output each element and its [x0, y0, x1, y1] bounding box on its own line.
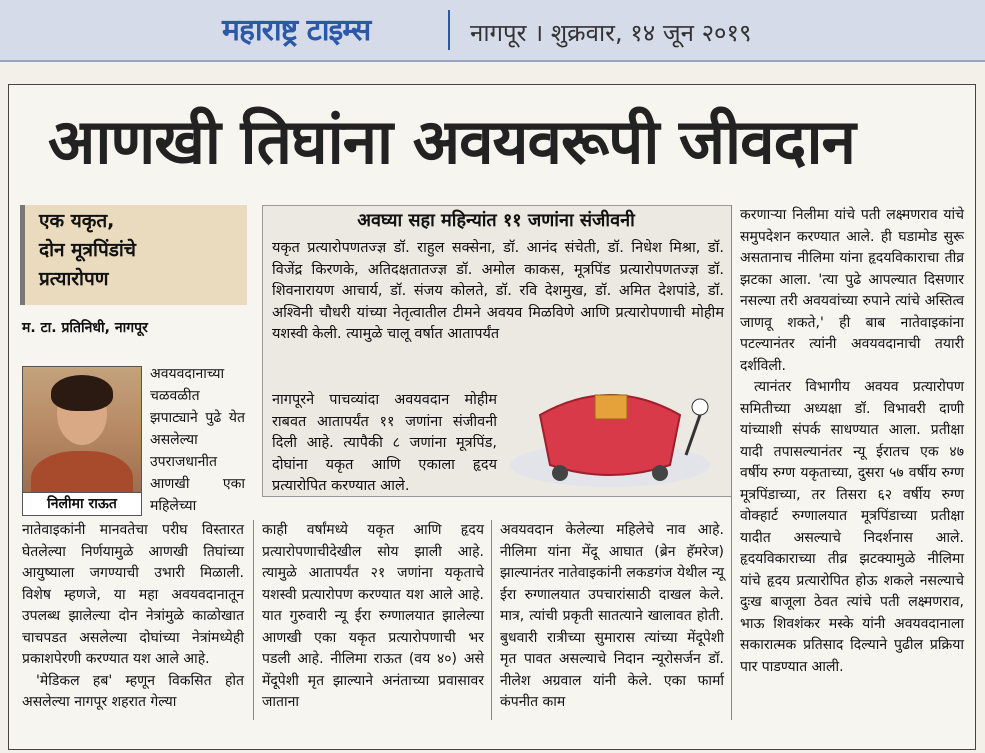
paragraph: 'मेडिकल हब' म्हणून विकसित होत असलेल्या नागपूर शहरात गेल्या	[22, 672, 244, 710]
paragraph: करणाऱ्या निलीमा यांचे पती लक्ष्मणराव यांचे समुपदेशन करण्यात आले. ही घडामोड सुरू असतानाच नीलिमा यांना हृदयविकाराचा तीव्र झटका आला. 'त्या पुढे आपल्यात दिसणार नसल्या तरी अवयवांच्या रुपाने त्यांचे अस्तित्व जाणवू शकते,' ही बाब नातेवाइकांना पटल्यानंतर त्यांनी अवयवदानाची तयारी दर्शविली.	[740, 207, 964, 374]
package-icon	[595, 395, 627, 419]
inset-paragraph: यकृत प्रत्यारोपणतज्ज्ञ डॉ. राहुल सक्सेना, डॉ. आनंद संचेती, डॉ. निधेश मिश्रा, डॉ. विजेंद्र किरणके, अतिदक्षतातज्ज्ञ डॉ. अमोल काकस, मूत्रपिंड प्रत्यारोपणतज्ज्ञ डॉ. शिवनारायण आचार्य, डॉ. संजय कोलते, डॉ. रवि देशमुख, डॉ. अमित देशपांडे, डॉ. अश्विनी चौधरी यांच्या नेतृत्वातील टीमने अवयव मिळविणे आणि प्रत्यारोपणाची मोहीम यशस्वी केली. त्यामुळे चालू वर्षात आतापर्यंत	[272, 240, 724, 342]
portrait-hair	[51, 375, 113, 411]
masthead-divider	[448, 10, 450, 50]
wheel-icon	[552, 465, 568, 481]
subhead-line: एक यकृत,	[39, 210, 115, 232]
column-2	[262, 520, 484, 714]
subhead-line: दोन मूत्रपिंडांचे	[39, 239, 136, 261]
headline: आणखी तिघांना अवयवरूपी जीवदान	[48, 105, 855, 178]
column-4	[740, 205, 964, 678]
edition-date: नागपूर । शुक्रवार, १४ जून २०१९	[470, 19, 752, 47]
column-rule	[491, 520, 492, 720]
inset-title: अवघ्या सहा महिन्यांत ११ जणांना संजीवनी	[357, 210, 635, 231]
intro-text	[150, 363, 245, 517]
inset-paragraph: नागपूरने पाचव्यांदा अवयवदान मोहीम राबवत आतापर्यंत ११ जणांना संजीवनी दिली आहे. त्यापैकी ८ जणांना मूत्रपिंड, दोघांना यकृत आणि एकाला हृदय प्रत्यारोपित करण्यात आले.	[272, 392, 497, 494]
paragraph: अवयवदान केलेल्या महिलेचे नाव आहे. नीलिमा यांना मेंदू आघात (ब्रेन हॅमरेज) झाल्यानंतर नातेवाइकांनी लकडगंज येथील न्यू ईरा रुग्णालयात उपचारांसाठी दाखल केले. मात्र, त्यांची प्रकृती सातत्याने खालावत होती. बुधवारी रात्रीच्या सुमारास त्यांच्या मेंदूपेशी मृत पावत असल्याचे निदान न्यूरोसर्जन डॉ. नीलेश अग्रवाल यांनी केले. एका फार्मा कंपनीत काम	[500, 522, 724, 710]
paragraph: त्यानंतर विभागीय अवयव प्रत्यारोपण समितीच्या अध्यक्षा डॉ. विभावरी दाणी यांच्याशी संपर्क साधण्यात आला. प्रतीक्षा यादी तपासल्यानंतर न्यू ईरातच एक ४७ वर्षीय रुग्ण यकृताच्या, दुसरा ५७ वर्षीय रुग्ण मूत्रपिंडाच्या, तर तिसरा ६२ वर्षीय रुग्ण वोक्हार्ट रुग्णालयात मूत्रपिंडाच्या प्रतीक्षा यादीत असल्याचे निदर्शनास आले. हृदयविकाराच्या तीव्र झटक्यामुळे नीलिमा यांचे हृदय प्रत्यारोपित होऊ शकले नसल्याचे दुःख बाजूला ठेवत त्यांचे पती लक्ष्मणराव, भाऊ शिवशंकर मस्के यांनी अवयवदानाला सकारात्मक प्रतिसाद दिल्याने पुढील प्रक्रिया पार पाडण्यात आली.	[740, 379, 964, 675]
photo-caption: निलीमा राऊत	[22, 492, 142, 516]
organ-cart-illustration	[500, 355, 720, 495]
column-3	[500, 520, 724, 714]
subhead-box	[20, 205, 247, 305]
figure-head-icon	[692, 399, 708, 415]
paragraph: नातेवाइकांनी मानवतेचा परीघ विस्तारत घेतलेल्या निर्णयामुळे आणखी तिघांच्या आयुष्याला जगण्याची उभारी मिळाली. विशेष म्हणजे, या महा अवयवदानातून उपलब्ध झालेल्या दोन नेत्रांमुळे काळोखात चाचपडत असलेल्या दोघांच्या नेत्रांमध्येही प्रकाशपेरणी करण्यात यश आले आहे.	[22, 522, 244, 667]
inset-text-wide	[272, 238, 724, 346]
byline: म. टा. प्रतिनिधी, नागपूर	[22, 320, 148, 336]
paragraph: काही वर्षांमध्ये यकृत आणि हृदय प्रत्यारोपणाचीदेखील सोय झाली आहे. त्यामुळे आतापर्यंत २१ जणांना यकृताचे यशस्वी प्रत्यारोपण करण्यात यश आले आहे. यात गुरुवारी न्यू ईरा रुग्णालयात झालेल्या आणखी एका यकृत प्रत्यारोपणाची भर पडली आहे. नीलिमा राऊत (वय ४०) असे मेंदूपेशी मृत झाल्याने अनंताच्या प्रवासावर जाताना	[262, 522, 484, 710]
figure-body-icon	[686, 415, 700, 455]
newspaper-title: महाराष्ट्र टाइम्स	[222, 13, 371, 48]
inset-text-narrow	[272, 390, 497, 498]
intro-paragraph: अवयवदानाच्या चळवळीत झपाट्याने पुढे येत असलेल्या उपराजधानीत आणखी एका महिलेच्या	[150, 366, 245, 514]
column-rule	[731, 205, 732, 720]
wheel-icon	[652, 465, 668, 481]
subhead-line: प्रत्यारोपण	[39, 268, 109, 290]
column-rule	[253, 520, 254, 720]
masthead	[0, 0, 985, 62]
column-1	[22, 520, 244, 714]
portrait-photo	[22, 366, 142, 500]
